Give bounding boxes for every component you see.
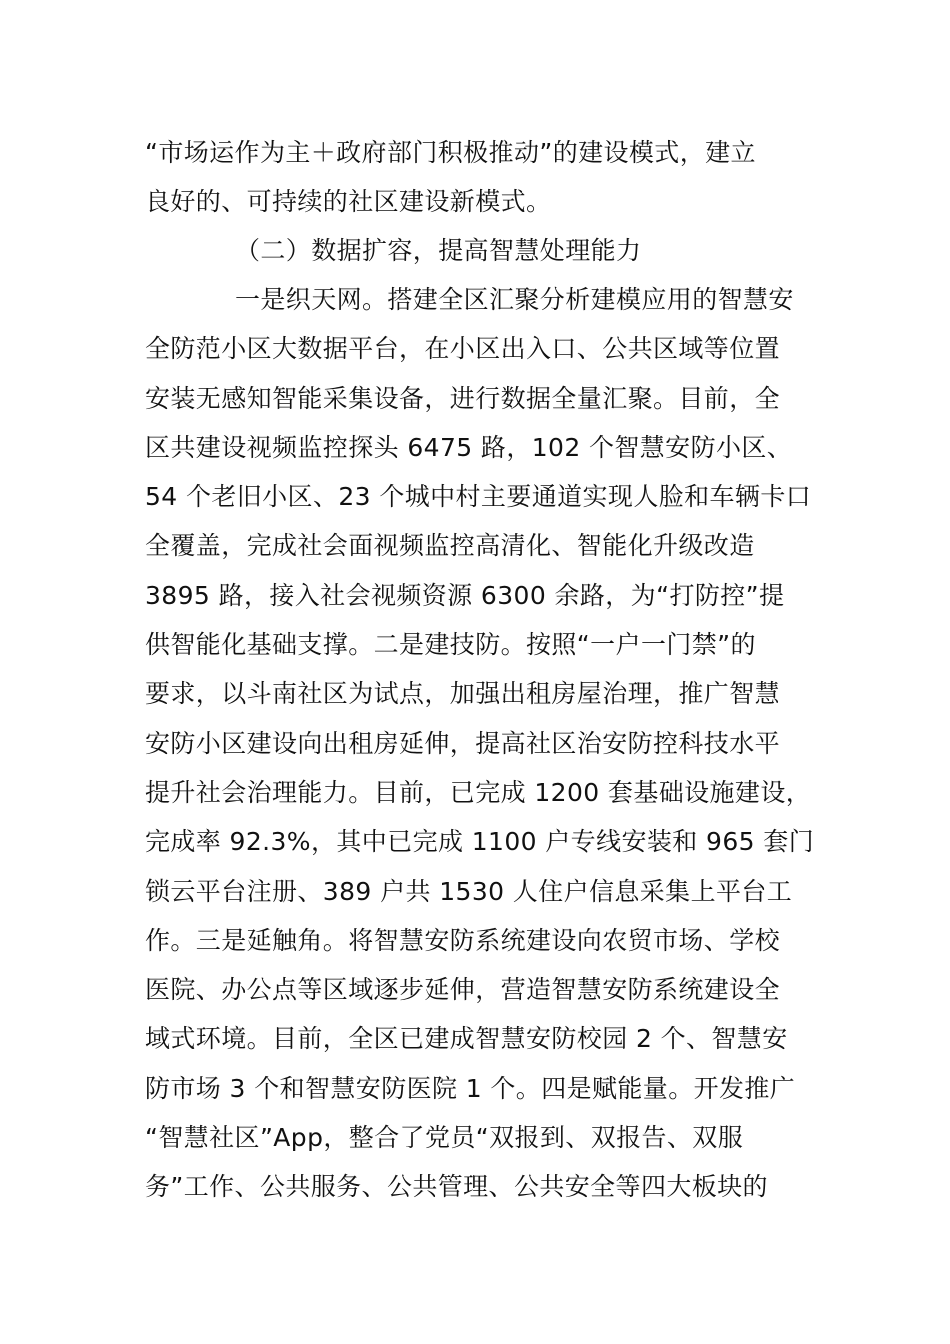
paragraph-line: “智慧社区”App，整合了党员“双报到、双报告、双服 (145, 1123, 744, 1152)
paragraph-line: 全防范小区大数据平台，在小区出入口、公共区域等位置 (145, 334, 781, 363)
paragraph-line: 全覆盖，完成社会面视频监控高清化、智能化升级改造 (145, 531, 755, 560)
paragraph-line: 区共建设视频监控探头 6475 路，102 个智慧安防小区、 (145, 433, 793, 462)
paragraph-line: 供智能化基础支撑。二是建技防。按照“一户一门禁”的 (145, 630, 756, 659)
paragraph-line: 锁云平台注册、389 户共 1530 人住户信息采集上平台工 (145, 877, 793, 906)
paragraph-line: “市场运作为主＋政府部门积极推动”的建设模式，建立 (145, 138, 756, 167)
paragraph-line: 3895 路，接入社会视频资源 6300 余路，为“打防控”提 (145, 581, 785, 610)
paragraph-line: 防市场 3 个和智慧安防医院 1 个。四是赋能量。开发推广 (145, 1074, 796, 1103)
paragraph-line: 54 个老旧小区、23 个城中村主要通道实现人脸和车辆卡口 (145, 482, 812, 511)
section-heading: （二）数据扩容，提高智慧处理能力 (235, 236, 642, 265)
paragraph-line: 良好的、可持续的社区建设新模式。 (145, 187, 552, 216)
paragraph-line: 完成率 92.3%，其中已完成 1100 户专线安装和 965 套门 (145, 827, 815, 856)
paragraph-line: 安防小区建设向出租房延伸，提高社区治安防控科技水平 (145, 729, 781, 758)
paragraph-line: 域式环境。目前，全区已建成智慧安防校园 2 个、智慧安 (145, 1024, 788, 1053)
paragraph-line: 要求，以斗南社区为试点，加强出租房屋治理，推广智慧 (145, 679, 781, 708)
paragraph-line: 医院、办公点等区域逐步延伸，营造智慧安防系统建设全 (145, 975, 781, 1004)
paragraph-line: 安装无感知智能采集设备，进行数据全量汇聚。目前，全 (145, 384, 781, 413)
paragraph-line: 一是织天网。搭建全区汇聚分析建模应用的智慧安 (235, 285, 794, 314)
paragraph-line: 提升社会治理能力。目前，已完成 1200 套基础设施建设， (145, 778, 812, 807)
paragraph-line: 务”工作、公共服务、公共管理、公共安全等四大板块的 (145, 1172, 768, 1201)
paragraph-line: 作。三是延触角。将智慧安防系统建设向农贸市场、学校 (145, 926, 781, 955)
